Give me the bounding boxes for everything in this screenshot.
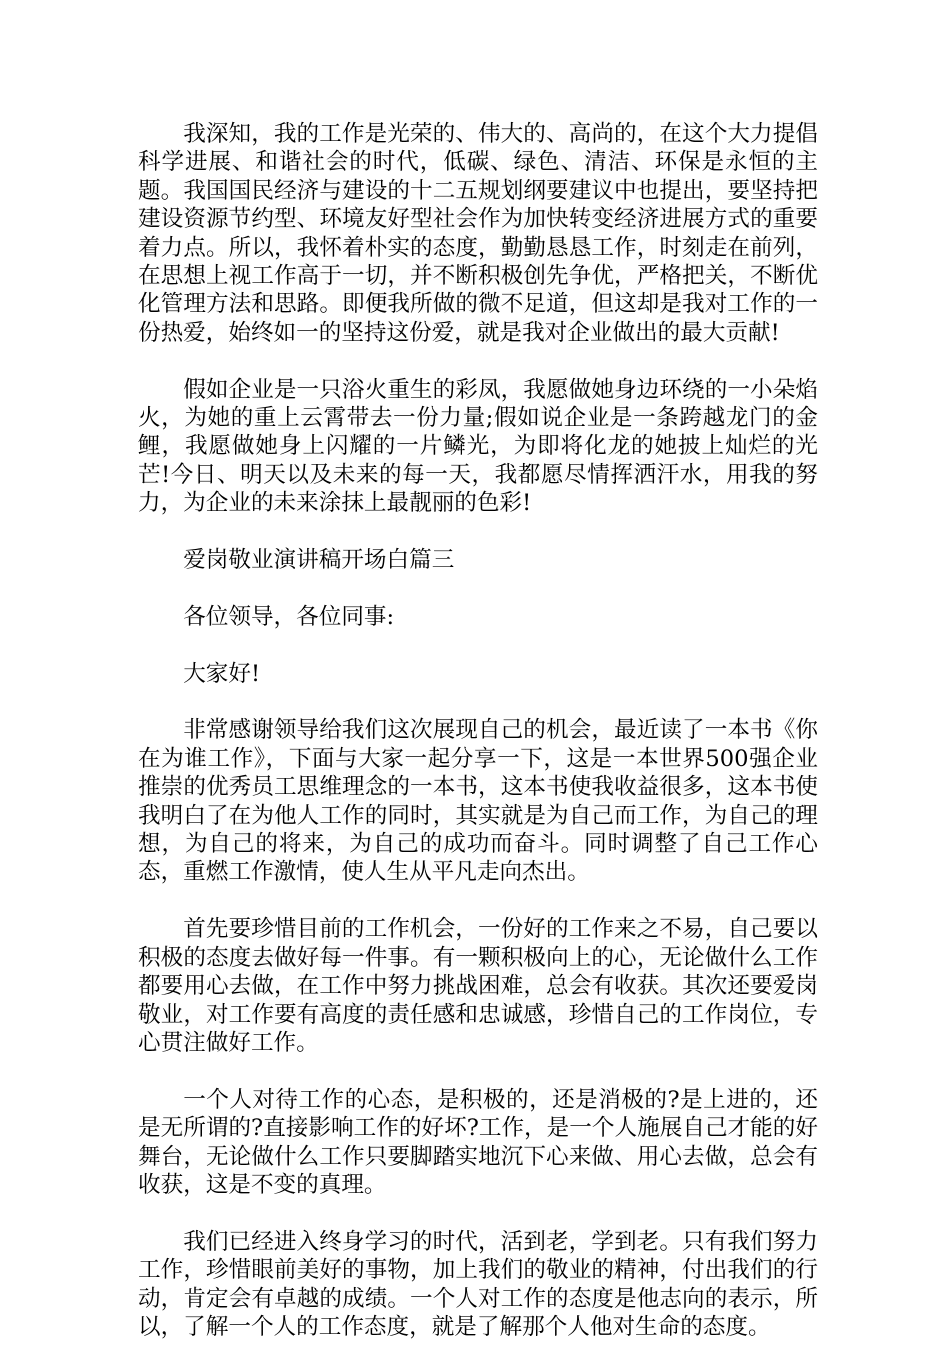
paragraph-work-attitude: 一个人对待工作的心态，是积极的，还是消极的?是上进的，还是无所谓的?直接影响工作的好坏?工作，是一个人施展自己才能的好舞台，无论做什么工作只要脚踏实地沉下心来做、用心去做，总会有收获，这是不变的真理。: [138, 1086, 818, 1198]
document-page: [138, 120, 818, 1370]
paragraph-book-intro: 非常感谢领导给我们这次展现自己的机会，最近读了一本书《你在为谁工作》，下面与大家一起分享一下，这是一本世界500强企业推崇的优秀员工思维理念的一本书，这本书使我收益很多，这本书使我明白了在为他人工作的同时，其实就是为自己而工作，为自己的理想，为自己的将来，为自己的成功而奋斗。同时调整了自己工作心态，重燃工作激情，使人生从平凡走向杰出。: [138, 717, 818, 886]
paragraph-lifelong-learning: 我们已经进入终身学习的时代，活到老，学到老。只有我们努力工作，珍惜眼前美好的事物，加上我们的敬业的精神，付出我们的行动，肯定会有卓越的成绩。一个人对工作的态度是他志向的表示，所以，了解一个人的工作态度，就是了解那个人他对生命的态度。: [138, 1228, 818, 1340]
section-heading: 爱岗敬业演讲稿开场白篇三: [183, 547, 455, 574]
paragraph-cherish-opportunity: 首先要珍惜目前的工作机会，一份好的工作来之不易，自己要以积极的态度去做好每一件事。有一颗积极向上的心，无论做什么工作都要用心去做，在工作中努力挑战困难，总会有收获。其次还要爱岗敬业，对工作要有高度的责任感和忠诚感，珍惜自己的工作岗位，专心贯注做好工作。: [138, 916, 818, 1056]
paragraph-work-glory: 我深知，我的工作是光荣的、伟大的、高尚的，在这个大力提倡科学进展、和谐社会的时代，低碳、绿色、清洁、环保是永恒的主题。我国国民经济与建设的十二五规划纲要建议中也提出，要坚持把建设资源节约型、环境友好型社会作为加快转变经济进展方式的重要着力点。所以，我怀着朴实的态度，勤勤恳恳工作，时刻走在前列，在思想上视工作高于一切，并不断积极创先争优，严格把关，不断优化管理方法和思路。即便我所做的微不足道，但这却是我对工作的一份热爱，始终如一的坚持这份爱，就是我对企业做出的最大贡献!: [138, 121, 818, 346]
greeting: 大家好!: [183, 660, 261, 687]
paragraph-phoenix-metaphor: 假如企业是一只浴火重生的彩凤，我愿做她身边环绕的一小朵焰火，为她的重上云霄带去一份力量;假如说企业是一条跨越龙门的金鲤，我愿做她身上闪耀的一片鳞光，为即将化龙的她披上灿烂的光芒!今日、明天以及未来的每一天，我都愿尽情挥洒汗水，用我的努力，为企业的未来涂抹上最靓丽的色彩!: [138, 376, 818, 517]
salutation: 各位领导，各位同事:: [183, 603, 395, 630]
